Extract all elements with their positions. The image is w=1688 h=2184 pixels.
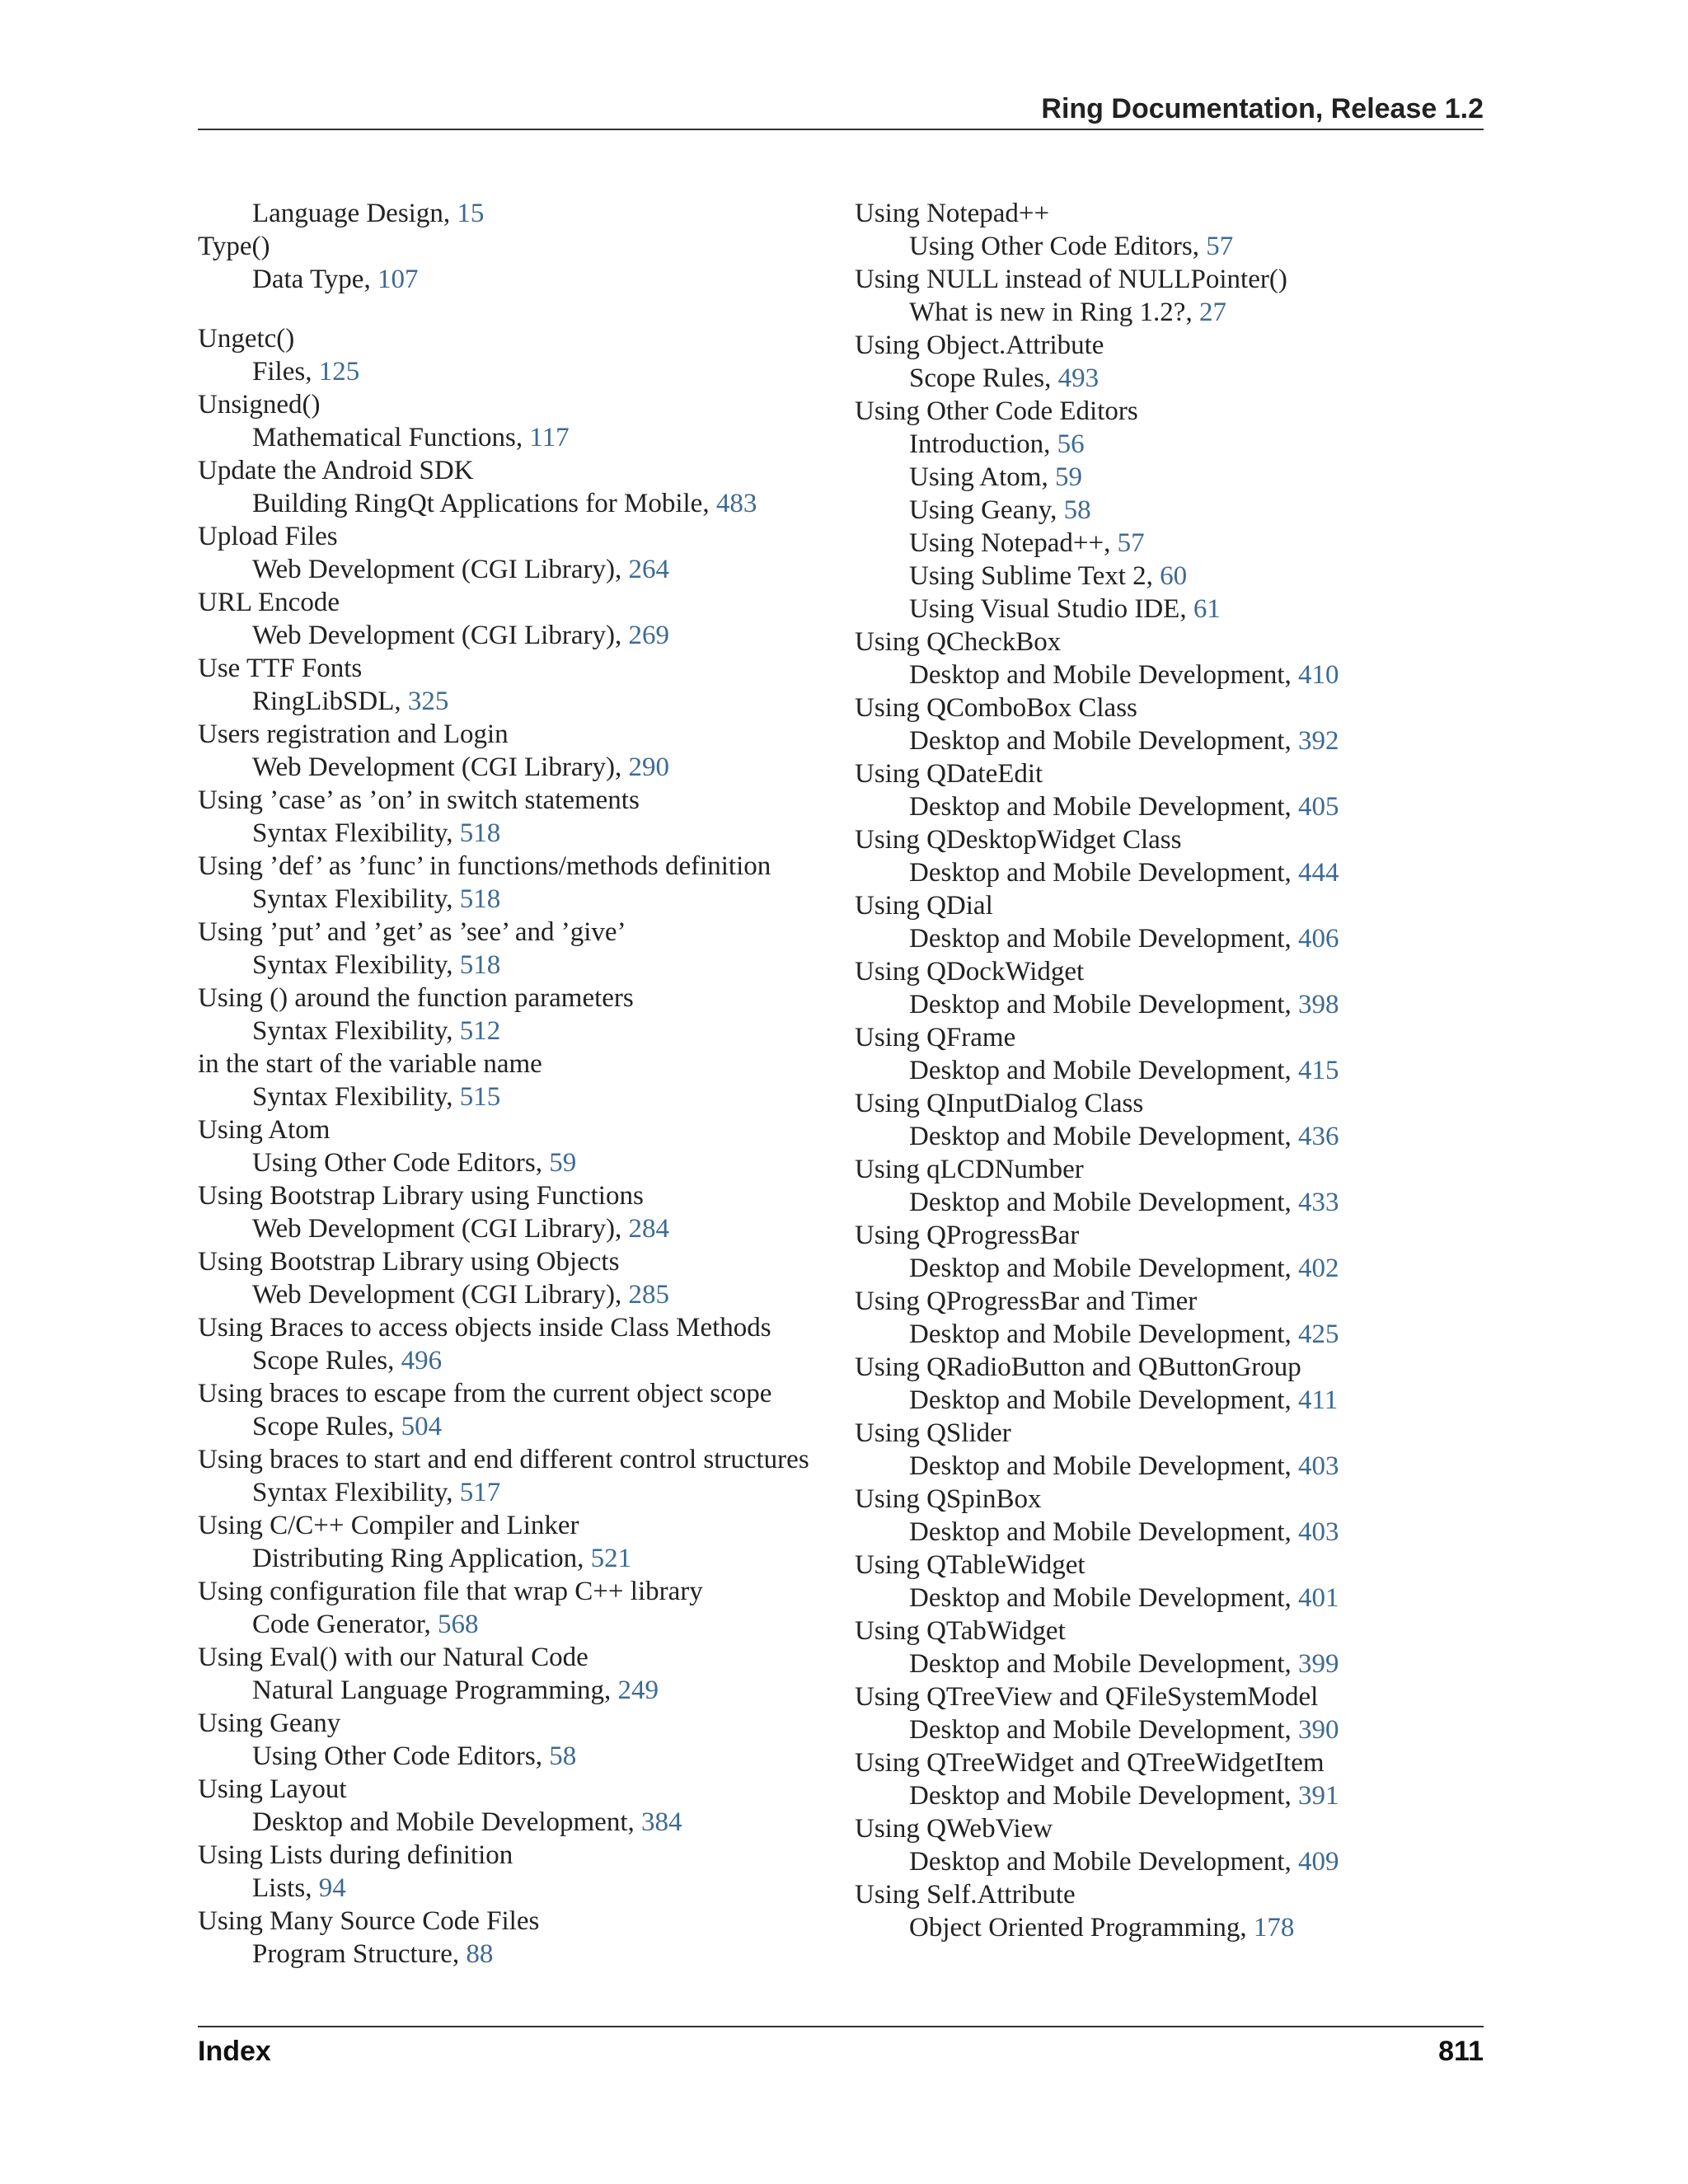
index-term: Type() xyxy=(198,232,270,261)
page-reference-link[interactable]: 61 xyxy=(1193,594,1221,624)
index-subentry: Desktop and Mobile Development, 405 xyxy=(909,792,1339,822)
index-term: Using QDesktopWidget Class xyxy=(855,825,1182,855)
index-subentry-label: Scope Rules xyxy=(252,1412,388,1441)
page-reference-link[interactable]: 496 xyxy=(401,1346,443,1376)
index-subentry: Desktop and Mobile Development, 425 xyxy=(909,1319,1339,1349)
index-subentry-label: Desktop and Mobile Development xyxy=(909,1056,1285,1085)
index-subentry: What is new in Ring 1.2?, 27 xyxy=(909,298,1226,327)
index-term: Using QDockWidget xyxy=(855,957,1085,987)
index-term: Using braces to escape from the current object scope xyxy=(198,1379,772,1408)
index-term: Using QInputDialog Class xyxy=(855,1089,1144,1118)
index-subentry: Scope Rules, 493 xyxy=(909,363,1100,393)
index-subentry-label: Desktop and Mobile Development xyxy=(909,726,1285,756)
index-term: Using Braces to access objects inside Class Methods xyxy=(198,1313,771,1343)
index-subentry-label: Files xyxy=(252,357,306,387)
index-term: Using QProgressBar xyxy=(855,1221,1080,1250)
index-subentry-label: Program Structure xyxy=(252,1939,452,1969)
index-subentry-label: Web Development (CGI Library) xyxy=(252,621,615,650)
index-subentry: Object Oriented Programming, 178 xyxy=(909,1913,1295,1943)
index-term: Using QFrame xyxy=(855,1023,1016,1052)
page-reference-link[interactable]: 521 xyxy=(590,1544,632,1573)
index-term: Using Object.Attribute xyxy=(855,330,1104,360)
index-subentry: Desktop and Mobile Development, 401 xyxy=(909,1583,1339,1613)
index-subentry: Desktop and Mobile Development, 436 xyxy=(909,1122,1339,1151)
page-header xyxy=(198,92,1484,130)
index-subentry: Desktop and Mobile Development, 403 xyxy=(909,1517,1339,1547)
index-term: Using ’case’ as ’on’ in switch statements xyxy=(198,785,640,815)
index-subentry: Syntax Flexibility, 518 xyxy=(252,884,501,914)
index-subentry-label: Desktop and Mobile Development xyxy=(909,924,1285,954)
index-subentry: Mathematical Functions, 117 xyxy=(252,423,570,452)
index-term: Using QCheckBox xyxy=(855,627,1062,657)
index-column-right xyxy=(855,197,1481,1944)
page-reference-link[interactable]: 515 xyxy=(459,1082,501,1112)
index-subentry-label: Using Notepad++ xyxy=(909,528,1104,558)
index-subentry: Syntax Flexibility, 512 xyxy=(252,1016,501,1046)
index-subentry-label: Code Generator xyxy=(252,1610,424,1639)
page-reference-link[interactable]: 391 xyxy=(1298,1781,1339,1811)
index-subentry: Using Geany, 58 xyxy=(909,495,1091,525)
index-subentry: Desktop and Mobile Development, 392 xyxy=(909,726,1339,756)
page-reference-link[interactable]: 27 xyxy=(1198,298,1226,327)
page-reference-link[interactable]: 518 xyxy=(459,818,501,848)
index-term: Using QSpinBox xyxy=(855,1484,1042,1514)
page-reference-link[interactable]: 518 xyxy=(459,884,501,914)
page-reference-link[interactable]: 425 xyxy=(1298,1319,1339,1349)
index-subentry: Desktop and Mobile Development, 399 xyxy=(909,1649,1339,1679)
index-subentry-label: Using Other Code Editors xyxy=(252,1148,536,1178)
index-subentry: Using Atom, 59 xyxy=(909,462,1082,492)
index-subentry: Web Development (CGI Library), 284 xyxy=(252,1214,669,1244)
index-term: Using Atom xyxy=(198,1115,331,1145)
page-reference-link[interactable]: 411 xyxy=(1298,1385,1339,1415)
page-reference-link[interactable]: 60 xyxy=(1160,561,1188,591)
page-reference-link[interactable]: 403 xyxy=(1298,1451,1339,1481)
page-reference-link[interactable]: 56 xyxy=(1057,429,1085,459)
page-reference-link[interactable]: 402 xyxy=(1298,1254,1339,1283)
page-reference-link[interactable]: 398 xyxy=(1298,990,1339,1019)
index-subentry-label: Desktop and Mobile Development xyxy=(909,1451,1285,1481)
index-subentry: Language Design, 15 xyxy=(252,199,485,228)
index-subentry: Scope Rules, 496 xyxy=(252,1346,443,1376)
page-reference-link[interactable]: 401 xyxy=(1298,1583,1339,1613)
index-subentry: Web Development (CGI Library), 290 xyxy=(252,752,669,782)
index-subentry: Desktop and Mobile Development, 406 xyxy=(909,924,1339,954)
index-term: Using C/C++ Compiler and Linker xyxy=(198,1511,579,1540)
page-reference-link[interactable]: 504 xyxy=(401,1412,443,1441)
index-subentry-label: Desktop and Mobile Development xyxy=(909,1188,1285,1217)
index-letter-gap xyxy=(198,296,824,322)
page-reference-link[interactable]: 285 xyxy=(628,1280,669,1310)
index-term: URL Encode xyxy=(198,588,340,617)
index-subentry: Using Notepad++, 57 xyxy=(909,528,1145,558)
page-reference-link[interactable]: 57 xyxy=(1206,232,1234,261)
index-term: Using ’put’ and ’get’ as ’see’ and ’give’ xyxy=(198,917,626,947)
page-reference-link[interactable]: 290 xyxy=(628,752,669,782)
index-term: Using QTableWidget xyxy=(855,1550,1085,1580)
index-subentry: Lists, 94 xyxy=(252,1873,346,1903)
index-term: Using Bootstrap Library using Functions xyxy=(198,1181,644,1211)
page-reference-link[interactable]: 384 xyxy=(641,1807,682,1837)
index-subentry: Desktop and Mobile Development, 403 xyxy=(909,1451,1339,1481)
page-reference-link[interactable]: 392 xyxy=(1298,726,1339,756)
page-reference-link[interactable]: 57 xyxy=(1117,528,1145,558)
index-term: Using QRadioButton and QButtonGroup xyxy=(855,1352,1301,1382)
page-reference-link[interactable]: 568 xyxy=(438,1610,479,1639)
index-subentry-label: Mathematical Functions xyxy=(252,423,516,452)
page-reference-link[interactable]: 249 xyxy=(617,1675,659,1705)
page-reference-link[interactable]: 125 xyxy=(318,357,360,387)
page-reference-link[interactable]: 493 xyxy=(1057,363,1100,393)
page-reference-link[interactable]: 444 xyxy=(1298,858,1339,888)
index-subentry-label: Syntax Flexibility xyxy=(252,1016,447,1046)
index-term: Ungetc() xyxy=(198,324,295,354)
index-subentry-label: Syntax Flexibility xyxy=(252,1082,447,1112)
index-term: Using Many Source Code Files xyxy=(198,1906,540,1936)
index-subentry-label: Desktop and Mobile Development xyxy=(909,1781,1285,1811)
index-subentry-label: Syntax Flexibility xyxy=(252,884,447,914)
document-title: Ring Documentation, Release 1.2 xyxy=(1041,93,1484,124)
index-subentry-label: Using Other Code Editors xyxy=(909,232,1193,261)
index-subentry: Using Other Code Editors, 57 xyxy=(909,232,1234,261)
index-subentry: Scope Rules, 504 xyxy=(252,1412,443,1441)
index-term: Using ’def’ as ’func’ in functions/methods definition xyxy=(198,851,771,881)
index-term: Using QTabWidget xyxy=(855,1616,1066,1646)
index-subentry-label: Language Design xyxy=(252,199,443,228)
page-reference-link[interactable]: 107 xyxy=(377,265,419,294)
index-term: Using NULL instead of NULLPointer() xyxy=(855,265,1287,294)
footer-section-label: Index xyxy=(198,2036,271,2067)
index-term: Using QSlider xyxy=(855,1418,1011,1448)
index-subentry-label: Scope Rules xyxy=(252,1346,388,1376)
index-subentry: Syntax Flexibility, 518 xyxy=(252,950,501,980)
page-reference-link[interactable]: 405 xyxy=(1298,792,1339,822)
index-term: Using QDateEdit xyxy=(855,759,1043,789)
index-subentry-label: What is new in Ring 1.2? xyxy=(909,298,1186,327)
index-subentry: Desktop and Mobile Development, 409 xyxy=(909,1847,1339,1877)
index-subentry-label: Data Type xyxy=(252,265,364,294)
index-subentry: Web Development (CGI Library), 285 xyxy=(252,1280,669,1310)
index-subentry-label: Web Development (CGI Library) xyxy=(252,1214,615,1244)
page-footer xyxy=(198,2026,1484,2072)
page-reference-link[interactable]: 436 xyxy=(1298,1122,1339,1151)
page-reference-link[interactable]: 406 xyxy=(1298,924,1339,954)
index-term: Using QComboBox Class xyxy=(855,693,1137,723)
page-reference-link[interactable]: 58 xyxy=(549,1741,577,1771)
index-subentry-label: Syntax Flexibility xyxy=(252,950,447,980)
index-term: Use TTF Fonts xyxy=(198,654,363,683)
index-subentry-label: Syntax Flexibility xyxy=(252,818,447,848)
index-subentry-label: Desktop and Mobile Development xyxy=(909,1385,1285,1415)
index-subentry: Using Other Code Editors, 59 xyxy=(252,1148,577,1178)
page-reference-link[interactable]: 88 xyxy=(466,1939,494,1969)
index-subentry-label: Web Development (CGI Library) xyxy=(252,752,615,782)
index-subentry-label: Desktop and Mobile Development xyxy=(909,1122,1285,1151)
index-subentry: Desktop and Mobile Development, 410 xyxy=(909,660,1339,690)
page-reference-link[interactable]: 390 xyxy=(1298,1715,1339,1745)
index-subentry: Desktop and Mobile Development, 415 xyxy=(909,1056,1339,1085)
index-subentry: Natural Language Programming, 249 xyxy=(252,1675,659,1705)
page-reference-link[interactable]: 409 xyxy=(1298,1847,1339,1877)
index-subentry: Using Other Code Editors, 58 xyxy=(252,1741,577,1771)
index-subentry-label: Desktop and Mobile Development xyxy=(909,1319,1285,1349)
index-term: in the start of the variable name xyxy=(198,1049,542,1079)
page-reference-link[interactable]: 15 xyxy=(457,199,485,228)
index-subentry-label: Desktop and Mobile Development xyxy=(909,1715,1285,1745)
index-subentry-label: Distributing Ring Application xyxy=(252,1544,578,1573)
index-subentry: Syntax Flexibility, 518 xyxy=(252,818,501,848)
index-term: Using () around the function parameters xyxy=(198,983,634,1013)
index-term: Using Self.Attribute xyxy=(855,1880,1076,1910)
index-term: Using Bootstrap Library using Objects xyxy=(198,1247,620,1277)
index-subentry: Syntax Flexibility, 515 xyxy=(252,1082,501,1112)
index-subentry: Desktop and Mobile Development, 433 xyxy=(909,1188,1339,1217)
index-subentry-label: Desktop and Mobile Development xyxy=(909,792,1285,822)
page-reference-link[interactable]: 483 xyxy=(715,489,757,518)
index-subentry-label: Using Sublime Text 2 xyxy=(909,561,1146,591)
index-subentry: Desktop and Mobile Development, 398 xyxy=(909,990,1339,1019)
index-subentry-label: RingLibSDL xyxy=(252,687,395,716)
index-subentry-label: Using Other Code Editors xyxy=(252,1741,536,1771)
page-reference-link[interactable]: 264 xyxy=(628,555,669,584)
index-term: Using QTreeView and QFileSystemModel xyxy=(855,1682,1319,1712)
index-column-left xyxy=(198,197,824,1971)
index-subentry: Desktop and Mobile Development, 384 xyxy=(252,1807,682,1837)
index-term: Users registration and Login xyxy=(198,719,509,749)
index-subentry: Code Generator, 568 xyxy=(252,1610,479,1639)
index-subentry: Building RingQt Applications for Mobile, 483 xyxy=(252,489,757,518)
index-subentry-label: Syntax Flexibility xyxy=(252,1478,447,1507)
index-subentry-label: Desktop and Mobile Development xyxy=(909,660,1285,690)
index-subentry-label: Building RingQt Applications for Mobile xyxy=(252,489,703,518)
page-reference-link[interactable]: 415 xyxy=(1298,1056,1339,1085)
index-subentry: Syntax Flexibility, 517 xyxy=(252,1478,501,1507)
index-subentry-label: Object Oriented Programming xyxy=(909,1913,1240,1943)
index-subentry-label: Using Atom xyxy=(909,462,1042,492)
index-subentry-label: Web Development (CGI Library) xyxy=(252,1280,615,1310)
index-term: Using Geany xyxy=(198,1708,341,1738)
index-term: Using configuration file that wrap C++ library xyxy=(198,1577,703,1606)
index-term: Unsigned() xyxy=(198,390,321,419)
index-subentry-label: Desktop and Mobile Development xyxy=(909,1847,1285,1877)
page-reference-link[interactable]: 403 xyxy=(1298,1517,1339,1547)
index-subentry: Desktop and Mobile Development, 402 xyxy=(909,1254,1339,1283)
index-term: Using QProgressBar and Timer xyxy=(855,1286,1198,1316)
index-subentry: RingLibSDL, 325 xyxy=(252,687,449,716)
index-subentry-label: Desktop and Mobile Development xyxy=(909,1517,1285,1547)
index-term: Using Other Code Editors xyxy=(855,396,1138,426)
page-reference-link[interactable]: 117 xyxy=(529,423,570,452)
index-subentry-label: Desktop and Mobile Development xyxy=(909,858,1285,888)
index-subentry: Desktop and Mobile Development, 391 xyxy=(909,1781,1339,1811)
page-reference-link[interactable]: 399 xyxy=(1298,1649,1339,1679)
index-subentry-label: Scope Rules xyxy=(909,363,1045,393)
index-subentry-label: Natural Language Programming xyxy=(252,1675,605,1705)
index-term: Using Layout xyxy=(198,1774,347,1804)
page-reference-link[interactable]: 269 xyxy=(628,621,669,650)
page-reference-link[interactable]: 59 xyxy=(549,1148,577,1178)
page-reference-link[interactable]: 59 xyxy=(1054,462,1082,492)
index-subentry: Desktop and Mobile Development, 411 xyxy=(909,1385,1339,1415)
page-reference-link[interactable]: 410 xyxy=(1298,660,1339,690)
page-number: 811 xyxy=(1438,2036,1484,2067)
index-term: Using QDial xyxy=(855,891,993,921)
index-term: Using Notepad++ xyxy=(855,199,1050,228)
index-subentry: Web Development (CGI Library), 269 xyxy=(252,621,669,650)
index-subentry-label: Introduction xyxy=(909,429,1044,459)
index-subentry: Using Sublime Text 2, 60 xyxy=(909,561,1188,591)
index-subentry: Desktop and Mobile Development, 390 xyxy=(909,1715,1339,1745)
index-term: Using Lists during definition xyxy=(198,1840,513,1870)
index-subentry: Using Visual Studio IDE, 61 xyxy=(909,594,1221,624)
index-term: Using QWebView xyxy=(855,1814,1053,1844)
index-subentry: Files, 125 xyxy=(252,357,360,387)
page-reference-link[interactable]: 518 xyxy=(459,950,501,980)
page-reference-link[interactable]: 433 xyxy=(1298,1188,1339,1217)
page-reference-link[interactable]: 325 xyxy=(407,687,449,716)
index-subentry-label: Desktop and Mobile Development xyxy=(252,1807,628,1837)
index-term: Using qLCDNumber xyxy=(855,1155,1084,1184)
page-reference-link[interactable]: 58 xyxy=(1063,495,1091,525)
index-term: Using braces to start and end different control structures xyxy=(198,1445,809,1474)
index-subentry-label: Using Visual Studio IDE xyxy=(909,594,1180,624)
index-subentry: Desktop and Mobile Development, 444 xyxy=(909,858,1339,888)
index-subentry: Data Type, 107 xyxy=(252,265,419,294)
page-reference-link[interactable]: 94 xyxy=(318,1873,346,1903)
index-subentry-label: Desktop and Mobile Development xyxy=(909,1254,1285,1283)
index-subentry: Web Development (CGI Library), 264 xyxy=(252,555,669,584)
index-subentry-label: Desktop and Mobile Development xyxy=(909,1583,1285,1613)
index-subentry: Introduction, 56 xyxy=(909,429,1085,459)
index-term: Upload Files xyxy=(198,522,338,551)
page-reference-link[interactable]: 512 xyxy=(459,1016,501,1046)
index-subentry-label: Lists xyxy=(252,1873,306,1903)
index-subentry-label: Desktop and Mobile Development xyxy=(909,1649,1285,1679)
index-term: Using Eval() with our Natural Code xyxy=(198,1643,588,1672)
index-term: Using QTreeWidget and QTreeWidgetItem xyxy=(855,1748,1325,1778)
page-reference-link[interactable]: 284 xyxy=(628,1214,669,1244)
page-reference-link[interactable]: 517 xyxy=(459,1478,501,1507)
index-subentry-label: Using Geany xyxy=(909,495,1051,525)
index-term: Update the Android SDK xyxy=(198,456,474,485)
index-subentry-label: Desktop and Mobile Development xyxy=(909,990,1285,1019)
index-subentry-label: Web Development (CGI Library) xyxy=(252,555,615,584)
page-reference-link[interactable]: 178 xyxy=(1253,1913,1295,1943)
index-subentry: Program Structure, 88 xyxy=(252,1939,494,1969)
index-subentry: Distributing Ring Application, 521 xyxy=(252,1544,632,1573)
